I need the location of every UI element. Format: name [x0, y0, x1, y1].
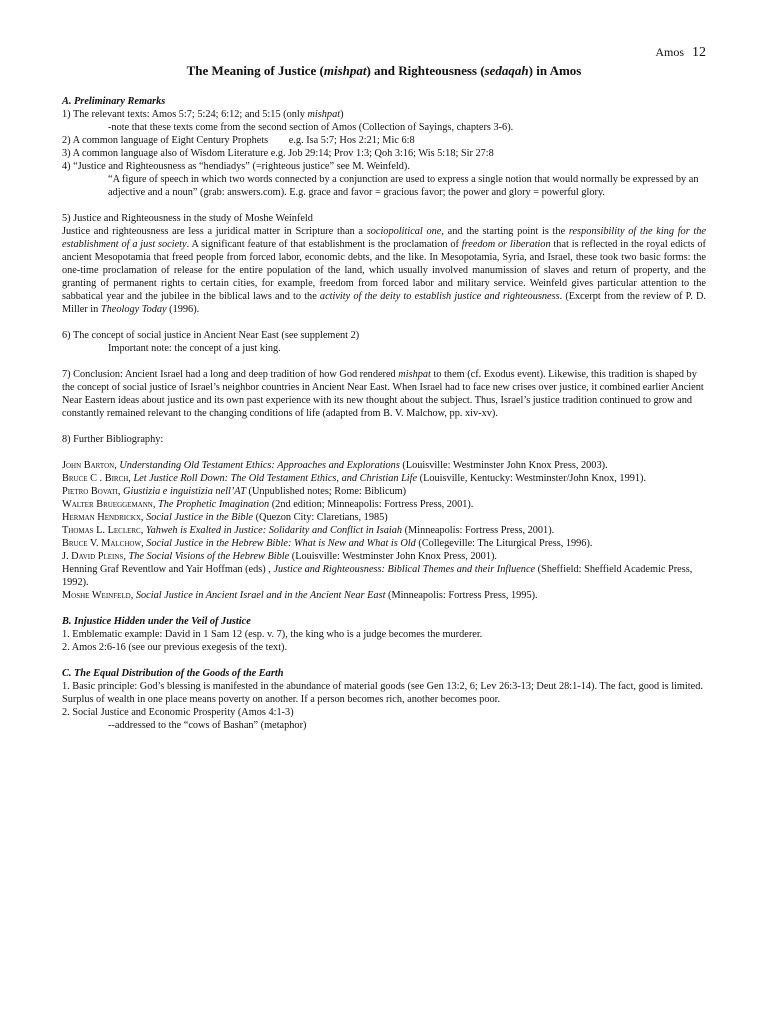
section-b-item-2: 2. Amos 2:6-16 (see our previous exegesis of the text). — [62, 642, 288, 653]
section-b-item-1: 1. Emblematic example: David in 1 Sam 12 (esp. v. 7), the king who is a judge becomes the murderer. — [62, 629, 483, 640]
section-a-item-6-note: Important note: the concept of a just king. — [108, 343, 281, 354]
bibliography-entry: Bruce C . Birch, Let Justice Roll Down: The Old Testament Ethics, and Christian Life (Louisville, Kentucky: Westminster/John Knox, 1991). — [62, 473, 647, 484]
section-a-item-4-quote: “A figure of speech in which two words connected by a conjunction are used to express a single notion that would normally be expressed by an adjective and a noun” (grab: answers.com). E.g. grace and favor = gracious favor; the power and glory = powerful glory. — [108, 174, 699, 198]
section-c-item-2-note: --addressed to the “cows of Bashan” (metaphor) — [108, 720, 307, 731]
section-a-item-5-heading: 5) Justice and Righteousness in the study of Moshe Weinfeld — [62, 213, 313, 224]
bibliography-entry: Henning Graf Reventlow and Yair Hoffman (eds) , Justice and Righteousness: Biblical Themes and their Influence (Sheffield: Sheffield Academic Press, 1992). — [62, 564, 693, 588]
section-c-item-1: 1. Basic principle: God’s blessing is manifested in the abundance of material goods (see Gen 13:2, 6; Lev 26:3-13; Deut 28:1-14). The fact, good is limited. Surplus of wealth in one place means poverty on another. If a person becomes rich, another becomes poor. — [62, 681, 703, 705]
section-b-heading: B. Injustice Hidden under the Veil of Justice — [62, 616, 251, 627]
page-number: 12 — [692, 45, 706, 60]
bibliography-entry: John Barton, Understanding Old Testament Ethics: Approaches and Explorations (Louisville: Westminster John Knox Press, 2003). — [62, 460, 608, 471]
section-a-item-2: 2) A common language of Eight Century Prophets e.g. Isa 5:7; Hos 2:21; Mic 6:8 — [62, 135, 415, 146]
section-a-heading: A. Preliminary Remarks — [62, 96, 166, 107]
section-a-item-7: 7) Conclusion: Ancient Israel had a long and deep tradition of how God rendered mishpat to them (cf. Exodus event). Likewise, this tradition is shaped by the concept of social justice of Israel’s neighbor countries in Ancient Near East. When Israel had to face new crises over justice, it combined earlier Ancient Near Eastern ideas about justice and its own past experience with its new thought about the subject. Thus, Israel’s justice tradition continued to grow and constantly remained relevant to the changing conditions of life (adapted from B. V. Malchow, pp. xiv-xv). — [62, 369, 704, 419]
bibliography-entry: Herman Hendrickx, Social Justice in the Bible (Quezon City: Claretians, 1985) — [62, 512, 388, 523]
section-a-item-3: 3) A common language also of Wisdom Literature e.g. Job 29:14; Prov 1:3; Qoh 3:16; Wis 5:18; Sir 27:8 — [62, 148, 494, 159]
section-a-item-1: 1) The relevant texts: Amos 5:7; 5:24; 6:12; and 5:15 (only mishpat) — [62, 109, 344, 120]
section-a-item-8: 8) Further Bibliography: — [62, 434, 164, 445]
bibliography-entry: Bruce V. Malchow, Social Justice in the Hebrew Bible: What is New and What is Old (Collegeville: The Liturgical Press, 1996). — [62, 538, 593, 549]
section-a-item-6: 6) The concept of social justice in Ancient Near East (see supplement 2) — [62, 330, 360, 341]
section-c-item-2: 2. Social Justice and Economic Prosperity (Amos 4:1-3) — [62, 707, 294, 718]
bibliography-entry: Moshe Weinfeld, Social Justice in Ancient Israel and in the Ancient Near East (Minneapolis: Fortress Press, 1995). — [62, 590, 538, 601]
running-title: Amos — [655, 45, 684, 59]
section-c-heading: C. The Equal Distribution of the Goods of the Earth — [62, 668, 284, 679]
section-a-item-4: 4) “Justice and Righteousness as “hendiadys” (=righteous justice” see M. Weinfeld). — [62, 161, 410, 172]
document-page — [62, 44, 706, 732]
section-a-item-5-body: Justice and righteousness are less a juridical matter in Scripture than a sociopolitical one, and the starting point is the responsibility of the king for the establishment of a just society. A significant feature of that establishment is the proclamation of freedom or liberation that is reflected in the royal edicts of ancient Mesopotamia that freed people from forced labor, economic debts, and the like. In Mesopotamia, Syria, and Israel, these took two basic forms: the one-time proclamation of release for the entire population of the land, which usually involved manumission of slaves and return of property, and the granting of permanent rights to certain cities, for example, freedom from forced labor and military service. Weinfeld gives particular attention to the sabbatical year and the jubilee in the biblical laws and to the activity of the deity to establish justice and righteousness. (Excerpt from the review of P. D. Miller in Theology Today (1996). — [62, 226, 707, 315]
bibliography-entry: J. David Pleins, The Social Visions of the Hebrew Bible (Louisville: Westminster John Knox Press, 2001). — [62, 551, 497, 562]
section-a-item-1-note: -note that these texts come from the second section of Amos (Collection of Sayings, chapters 3-6). — [108, 122, 514, 133]
bibliography-entry: Pietro Bovati, Giustizia e inguistizia nell’AT (Unpublished notes; Rome: Biblicum) — [62, 486, 407, 497]
bibliography-list — [62, 459, 706, 602]
bibliography-entry: Thomas L. Leclerc, Yahweh is Exalted in Justice: Solidarity and Conflict in Isaiah (Minneapolis: Fortress Press, 2001). — [62, 525, 555, 536]
page-title: The Meaning of Justice (mishpat) and Righteousness (sedaqah) in Amos — [186, 63, 582, 78]
bibliography-entry: Walter Brueggemann, The Prophetic Imagination (2nd edition; Minneapolis: Fortress Press, 2001). — [62, 499, 474, 510]
